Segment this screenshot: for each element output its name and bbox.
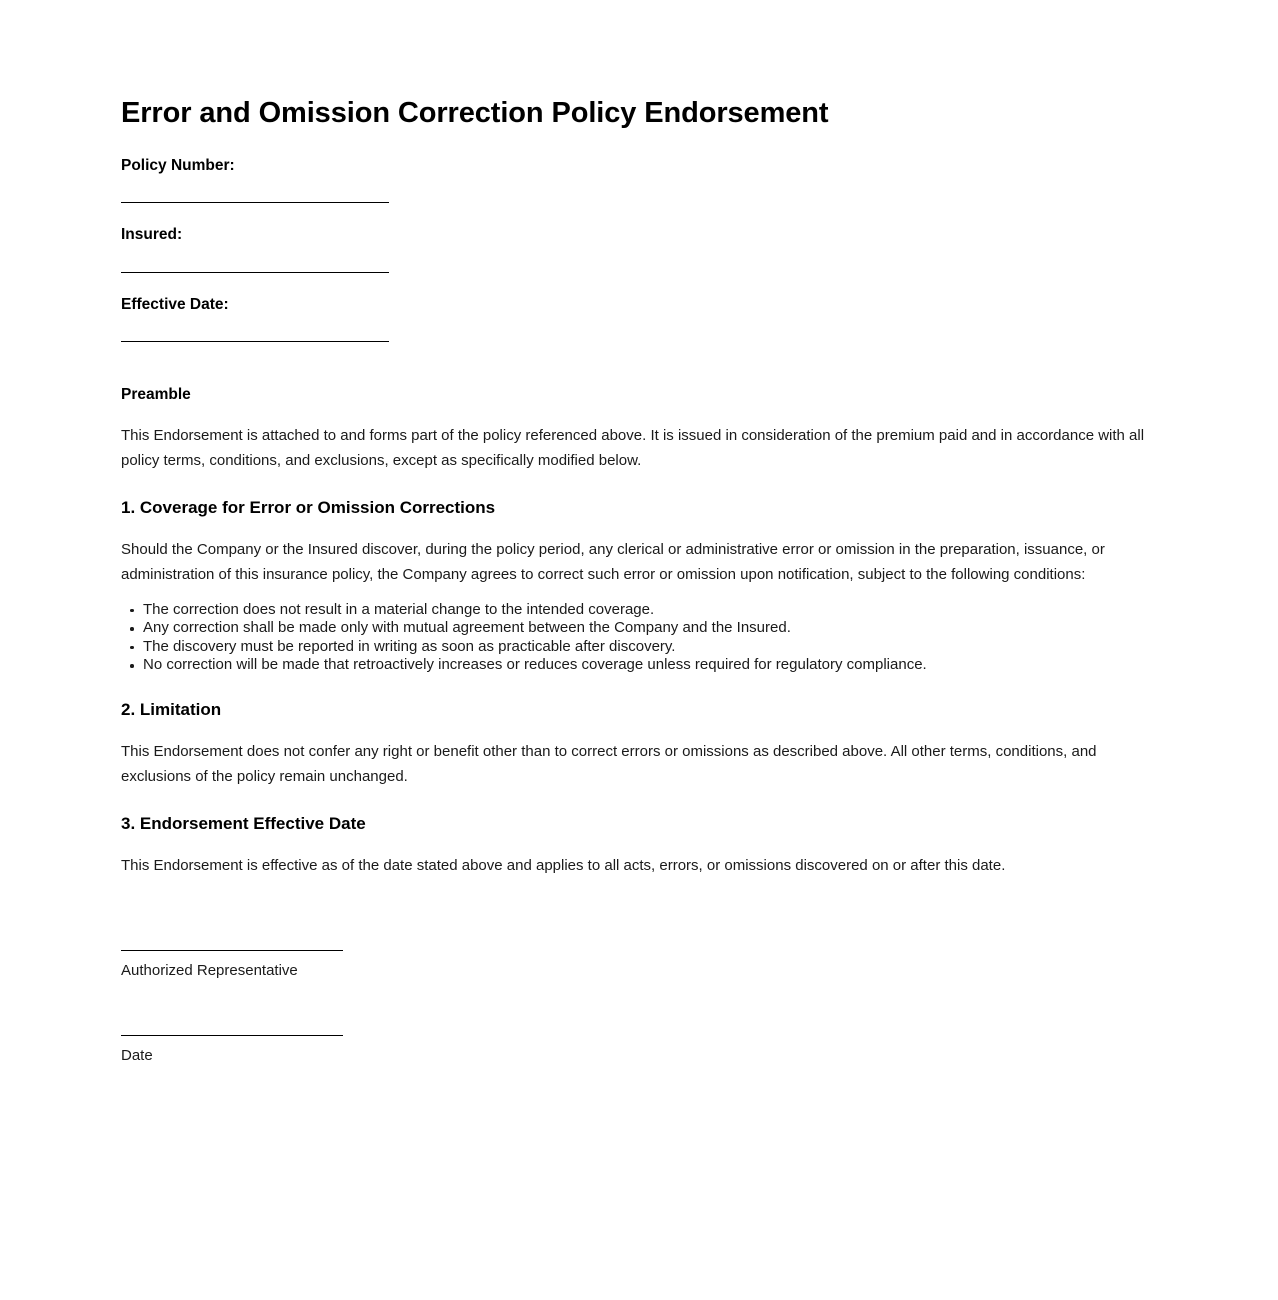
date-caption: Date <box>121 1047 153 1065</box>
effective-date-label: Effective Date: <box>121 295 229 313</box>
authorized-representative-signature-rule[interactable] <box>121 950 343 951</box>
section-2-text: This Endorsement does not confer any right or benefit other than to correct errors or omissions as described above. All other terms, conditions, and exclusions of the policy remain unchanged. <box>121 742 1097 785</box>
insured-field <box>121 225 1155 272</box>
section-3-text: This Endorsement is effective as of the date stated above and applies to all acts, errors, or omissions discovered on or after this date. <box>121 857 1006 875</box>
section-1-coverage <box>121 497 1155 675</box>
conditions-list <box>121 601 1155 675</box>
spacer <box>121 789 1155 813</box>
authorized-representative-caption: Authorized Representative <box>121 962 298 980</box>
spacer <box>121 364 1155 385</box>
spacer <box>121 675 1155 699</box>
date-signature-rule[interactable] <box>121 1035 343 1036</box>
authorized-representative-signature <box>121 950 1155 981</box>
section-3-endorsement-effective-date <box>121 813 1155 878</box>
signature-block <box>121 950 1155 1066</box>
section-1-heading: 1. Coverage for Error or Omission Corrections <box>121 497 496 517</box>
insured-label: Insured: <box>121 226 183 244</box>
policy-number-input-rule[interactable] <box>121 202 389 203</box>
section-2-heading: 2. Limitation <box>121 699 222 719</box>
list-item: No correction will be made that retroactively increases or reduces coverage unless required for regulatory compliance. <box>121 656 1155 675</box>
policy-number-field <box>121 156 1155 203</box>
section-2-limitation <box>121 699 1155 789</box>
section-1-text: Should the Company or the Insured discover, during the policy period, any clerical or administrative error or omission in the preparation, issuance, or administration of this insurance policy, the Company agrees to correct such error or omission upon notification, subject to the following conditions: <box>121 540 1105 583</box>
preamble-text: This Endorsement is attached to and forms part of the policy referenced above. It is issued in consideration of the premium paid and in accordance with all policy terms, conditions, and exclusions, except as specifically modified below. <box>121 426 1145 469</box>
list-item: Any correction shall be made only with mutual agreement between the Company and the Insured. <box>121 619 1155 638</box>
effective-date-input-rule[interactable] <box>121 341 389 342</box>
spacer <box>121 473 1155 497</box>
date-signature <box>121 1035 1155 1066</box>
insured-input-rule[interactable] <box>121 272 389 273</box>
spacer <box>121 587 1155 601</box>
section-3-heading: 3. Endorsement Effective Date <box>121 813 366 833</box>
effective-date-field <box>121 295 1155 342</box>
policy-number-label: Policy Number: <box>121 157 235 175</box>
list-item: The discovery must be reported in writing as soon as practicable after discovery. <box>121 638 1155 657</box>
preamble-heading: Preamble <box>121 385 191 403</box>
preamble-section <box>121 385 1155 473</box>
page-title: Error and Omission Correction Policy Endorsement <box>121 97 829 129</box>
list-item: The correction does not result in a material change to the intended coverage. <box>121 601 1155 620</box>
